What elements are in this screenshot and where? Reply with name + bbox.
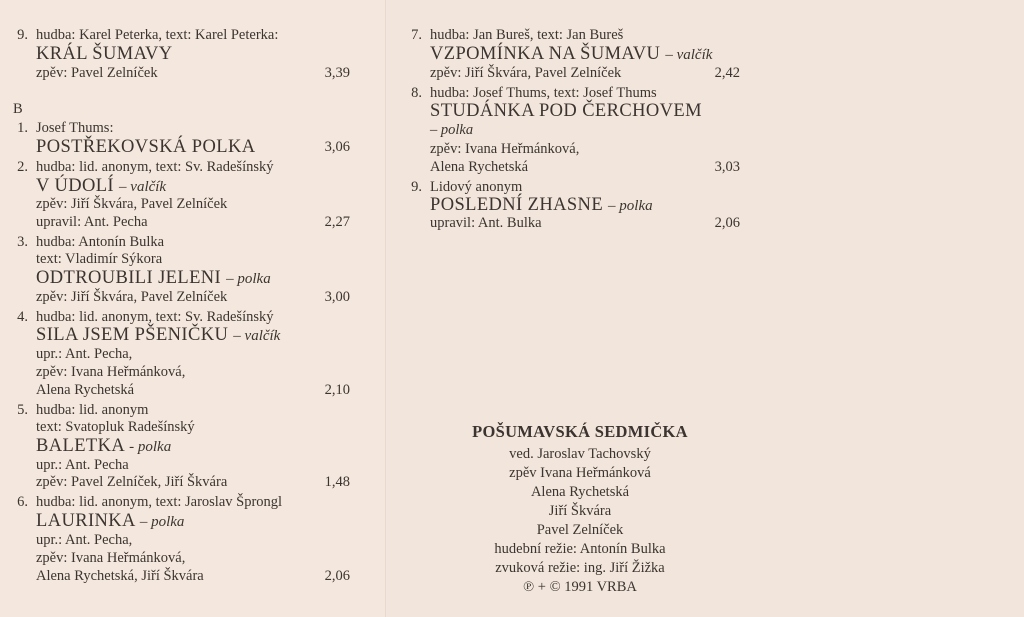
track-vocals: zpěv: Ivana Heřmánková, [36,364,186,380]
fold-line [385,0,387,617]
track-title: POSTŘEKOVSKÁ POLKA [36,137,256,157]
track-title: SILA JSEM PŠENIČKU [36,325,229,345]
track-style: – polka [608,198,653,214]
track-style: – polka [139,514,185,530]
track-duration: 3,00 [324,289,350,305]
track-duration: 2,06 [714,215,740,231]
credit-line: zvuková režie: ing. Jiří Žižka [495,560,665,576]
track-title-row [36,436,171,457]
track-credit: hudba: Antonín Bulka [36,234,165,250]
track-arranger: upravil: Ant. Bulka [430,215,542,231]
track-duration: 3,39 [324,65,350,81]
track-title: VZPOMÍNKA NA ŠUMAVU [430,44,661,64]
track-duration: 2,42 [714,65,740,81]
band-name: POŠUMAVSKÁ SEDMIČKA [472,422,688,441]
track-arranger: upr.: Ant. Pecha, [36,532,133,548]
track-number: 9. [17,27,28,43]
track-vocals: zpěv: Jiří Škvára, Pavel Zelníček [36,289,228,305]
track-title-row [36,176,166,197]
track-title: KRÁL ŠUMAVY [36,44,173,64]
track-arranger: upr.: Ant. Pecha, [36,346,133,362]
track-credit: hudba: lid. anonym, text: Sv. Radešínský [36,159,274,175]
track-style: - polka [129,439,172,455]
track-duration: 3,06 [324,139,350,155]
track-vocals-2: Alena Rychetská [430,159,529,175]
track-vocals-2: Alena Rychetská [36,382,135,398]
track-number: 2. [17,159,28,175]
track-style: – valčík [233,328,281,344]
copyright-line: ℗ + © 1991 VRBA [523,579,637,595]
track-credit: Josef Thums: [36,120,114,136]
track-title: BALETKA [36,436,125,456]
track-style: – valčík [665,47,713,63]
track-number: 4. [17,309,28,325]
track-title-row [36,511,184,532]
track-title-row [430,195,653,216]
credit-line: Pavel Zelníček [536,522,624,538]
track-title-row [36,325,280,346]
credits-block [440,422,720,597]
track-arranger: upr.: Ant. Pecha [36,457,129,473]
track-duration: 1,48 [324,474,350,490]
track-title: STUDÁNKA POD ČERCHOVEM [430,101,702,121]
track-number: 7. [411,27,422,43]
track-vocals: zpěv: Jiří Škvára, Pavel Zelníček [36,196,228,212]
credit-line: ved. Jaroslav Tachovský [509,446,651,462]
track-duration: 3,03 [714,159,740,175]
track-credit: hudba: Karel Peterka, text: Karel Peterka: [36,27,279,43]
track-vocals-2: Alena Rychetská, Jiří Škvára [36,568,204,584]
credit-line: Jiří Škvára [548,503,612,519]
track-title: POSLEDNÍ ZHASNE [430,195,604,215]
track-number: 3. [17,234,28,250]
side-b-label: B [13,101,23,117]
track-credit-2: text: Vladimír Sýkora [36,251,163,267]
track-title: LAURINKA [36,511,135,531]
track-title-row [430,44,712,65]
track-title-row [36,268,271,289]
track-credit: hudba: Josef Thums, text: Josef Thums [430,85,657,101]
track-title: ODTROUBILI JELENI [36,268,222,288]
track-vocals: zpěv: Ivana Heřmánková, [430,141,580,157]
credit-line: zpěv Ivana Heřmánková [509,465,651,481]
track-style: – polka [430,122,474,138]
track-style: – polka [226,271,271,287]
track-credit: hudba: lid. anonym, text: Jaroslav Šprongl [36,494,283,510]
credit-line: Alena Rychetská [530,484,630,500]
track-duration: 2,10 [324,382,350,398]
track-number: 8. [411,85,422,101]
track-vocals: zpěv: Pavel Zelníček [36,65,158,81]
track-vocals: zpěv: Pavel Zelníček, Jiří Škvára [36,474,228,490]
track-duration: 2,27 [324,214,350,230]
track-vocals: zpěv: Jiří Škvára, Pavel Zelníček [430,65,622,81]
track-arranger: upravil: Ant. Pecha [36,214,148,230]
track-credit: hudba: lid. anonym [36,402,149,418]
track-vocals: zpěv: Ivana Heřmánková, [36,550,186,566]
track-credit: Lidový anonym [430,179,523,195]
track-number: 9. [411,179,422,195]
track-title: V ÚDOLÍ [36,176,114,196]
track-style: – valčík [119,179,167,195]
track-credit: hudba: lid. anonym, text: Sv. Radešínský [36,309,274,325]
track-number: 5. [17,402,28,418]
track-credit-2: text: Svatopluk Radešínský [36,419,195,435]
track-number: 1. [17,120,28,136]
track-duration: 2,06 [324,568,350,584]
credit-line: hudební režie: Antonín Bulka [494,541,666,557]
track-credit: hudba: Jan Bureš, text: Jan Bureš [430,27,624,43]
track-number: 6. [17,494,28,510]
